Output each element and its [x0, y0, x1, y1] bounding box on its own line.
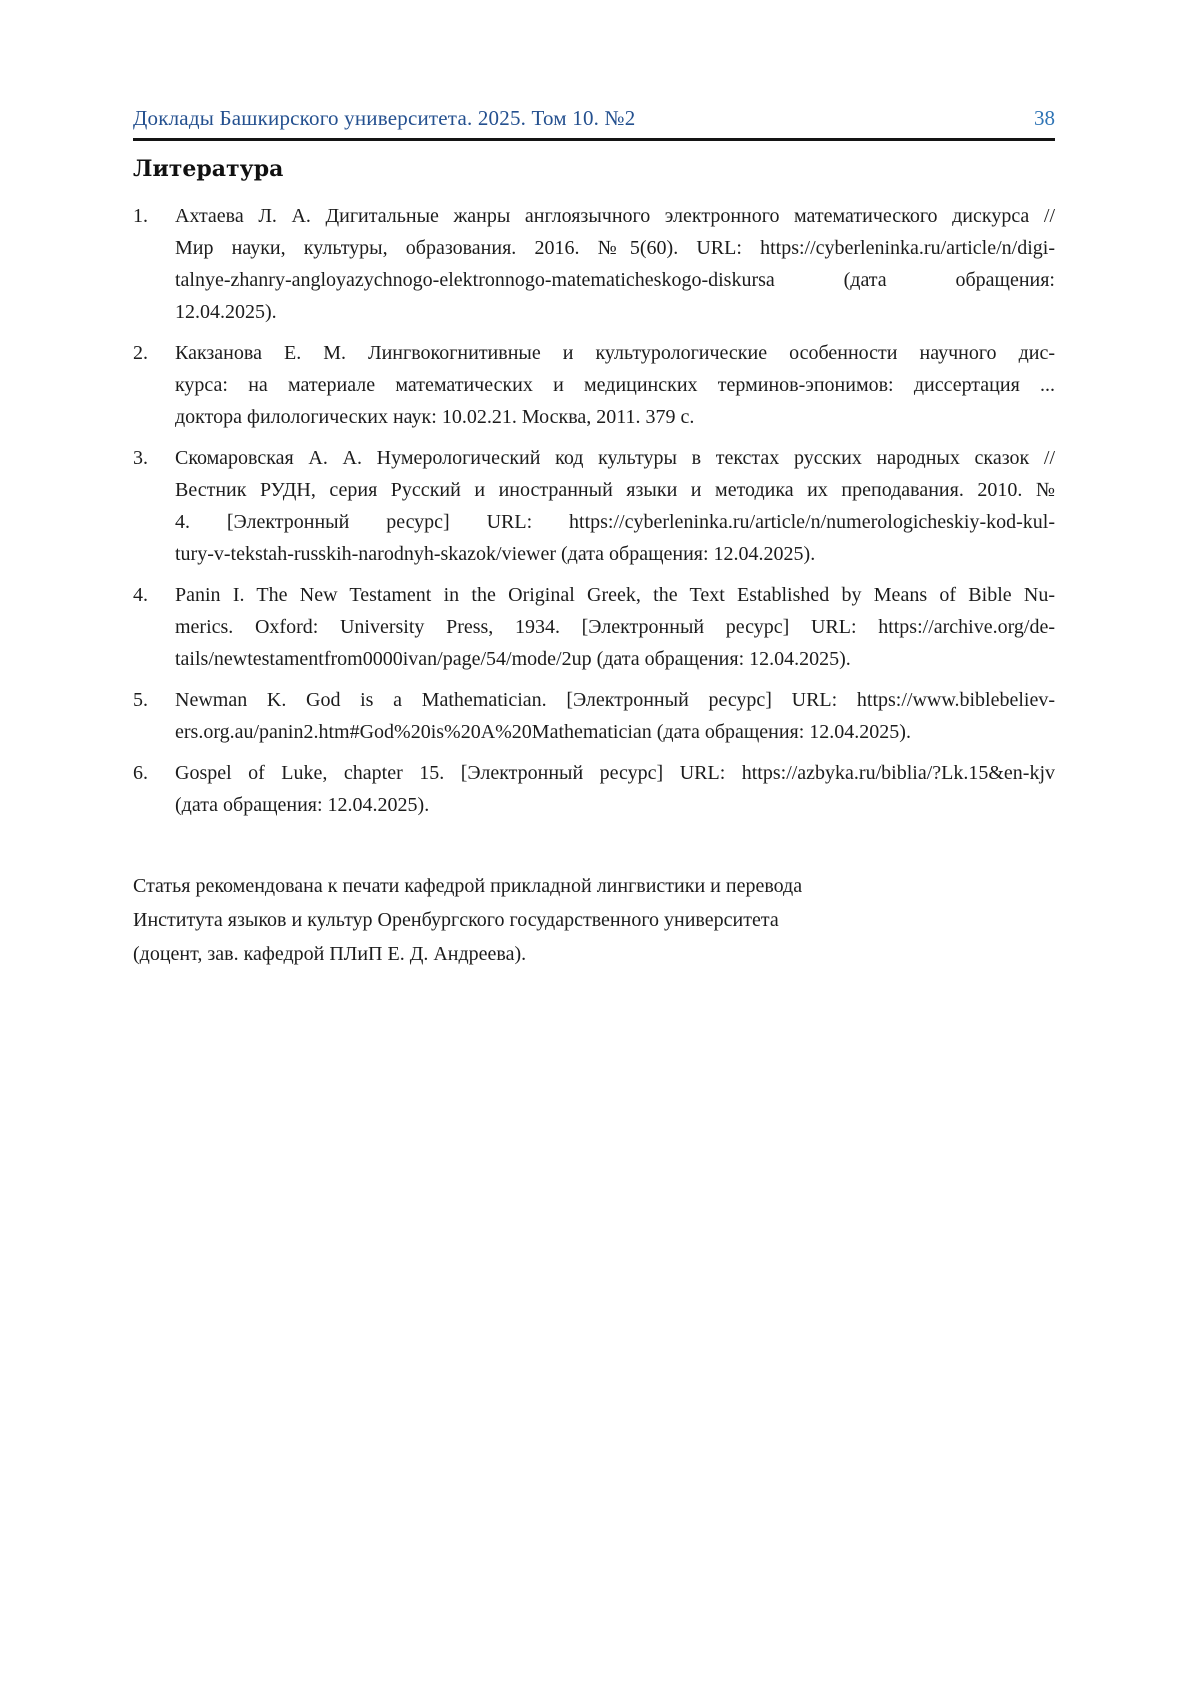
reference-item	[133, 200, 1055, 328]
section-title-literature: Литература	[133, 156, 284, 182]
reference-number: 6.	[133, 762, 148, 784]
reference-line: 4. [Электронный ресурс] URL: https://cyberleninka.ru/article/n/numerologicheskiy-kod-kul-	[175, 511, 1055, 533]
journal-title: Доклады Башкирского университета. 2025. Том 10. №2	[133, 106, 636, 130]
reference-line: Newman K. God is a Mathematician. [Электронный ресурс] URL: https://www.biblebeliev-	[175, 689, 1055, 711]
reference-number: 5.	[133, 689, 148, 711]
reference-line: tails/newtestamentfrom0000ivan/page/54/mode/2up (дата обращения: 12.04.2025).	[175, 648, 851, 670]
page-header	[133, 106, 1055, 141]
reference-line: tury-v-tekstah-russkih-narodnyh-skazok/viewer (дата обращения: 12.04.2025).	[175, 543, 816, 565]
closing-note-line: Института языков и культур Оренбургского государственного университета	[133, 909, 779, 931]
reference-number: 3.	[133, 447, 148, 469]
reference-line: курса: на материале математических и медицинских терминов-эпонимов: диссертация ...	[175, 374, 1055, 396]
reference-line: Panin I. The New Testament in the Original Greek, the Text Established by Means of Bible Nu-	[175, 584, 1055, 606]
reference-line: ers.org.au/panin2.htm#God%20is%20A%20Mathematician (дата обращения: 12.04.2025).	[175, 721, 911, 743]
reference-item	[133, 684, 1055, 748]
reference-line: Gospel of Luke, chapter 15. [Электронный ресурс] URL: https://azbyka.ru/biblia/?Lk.15&en-kjv	[175, 762, 1055, 784]
page-number: 38	[1034, 106, 1055, 130]
reference-item	[133, 579, 1055, 675]
reference-line: Скомаровская А. А. Нумерологический код культуры в текстах русских народных сказок //	[175, 447, 1055, 469]
reference-number: 4.	[133, 584, 148, 606]
reference-line: Какзанова Е. М. Лингвокогнитивные и культурологические особенности научного дис-	[175, 342, 1055, 364]
reference-line: Мир науки, культуры, образования. 2016. №5(60). URL: https://cyberleninka.ru/article/n/digi-	[175, 237, 1055, 259]
closing-note-line: (доцент, зав. кафедрой ПЛиП Е. Д. Андреева).	[133, 943, 527, 965]
reference-text	[175, 757, 1055, 821]
reference-text	[175, 200, 1055, 328]
reference-text	[175, 442, 1055, 570]
reference-line: Ахтаева Л. А. Дигитальные жанры англоязычного электронного математического дискурса //	[175, 205, 1055, 227]
reference-number: 2.	[133, 342, 148, 364]
reference-line: merics. Oxford: University Press, 1934. [Электронный ресурс] URL: https://archive.org/de-	[175, 616, 1055, 638]
reference-line: (дата обращения: 12.04.2025).	[175, 794, 430, 816]
reference-line: talnye-zhanry-angloyazychnogo-elektronnogo-matematicheskogo-diskursa (дата обращения:	[175, 269, 1055, 291]
reference-line: доктора филологических наук: 10.02.21. Москва, 2011. 379 с.	[175, 406, 695, 428]
reference-list	[133, 200, 1055, 821]
reference-text	[175, 337, 1055, 433]
reference-item	[133, 337, 1055, 433]
reference-item	[133, 757, 1055, 821]
reference-text	[175, 684, 1055, 748]
reference-item	[133, 442, 1055, 570]
reference-number: 1.	[133, 205, 148, 227]
closing-note	[133, 869, 1055, 971]
closing-note-line: Статья рекомендована к печати кафедрой прикладной лингвистики и перевода	[133, 875, 803, 897]
reference-line: 12.04.2025).	[175, 301, 277, 323]
reference-text	[175, 579, 1055, 675]
reference-line: Вестник РУДН, серия Русский и иностранный языки и методика их преподавания. 2010. №	[175, 479, 1055, 501]
